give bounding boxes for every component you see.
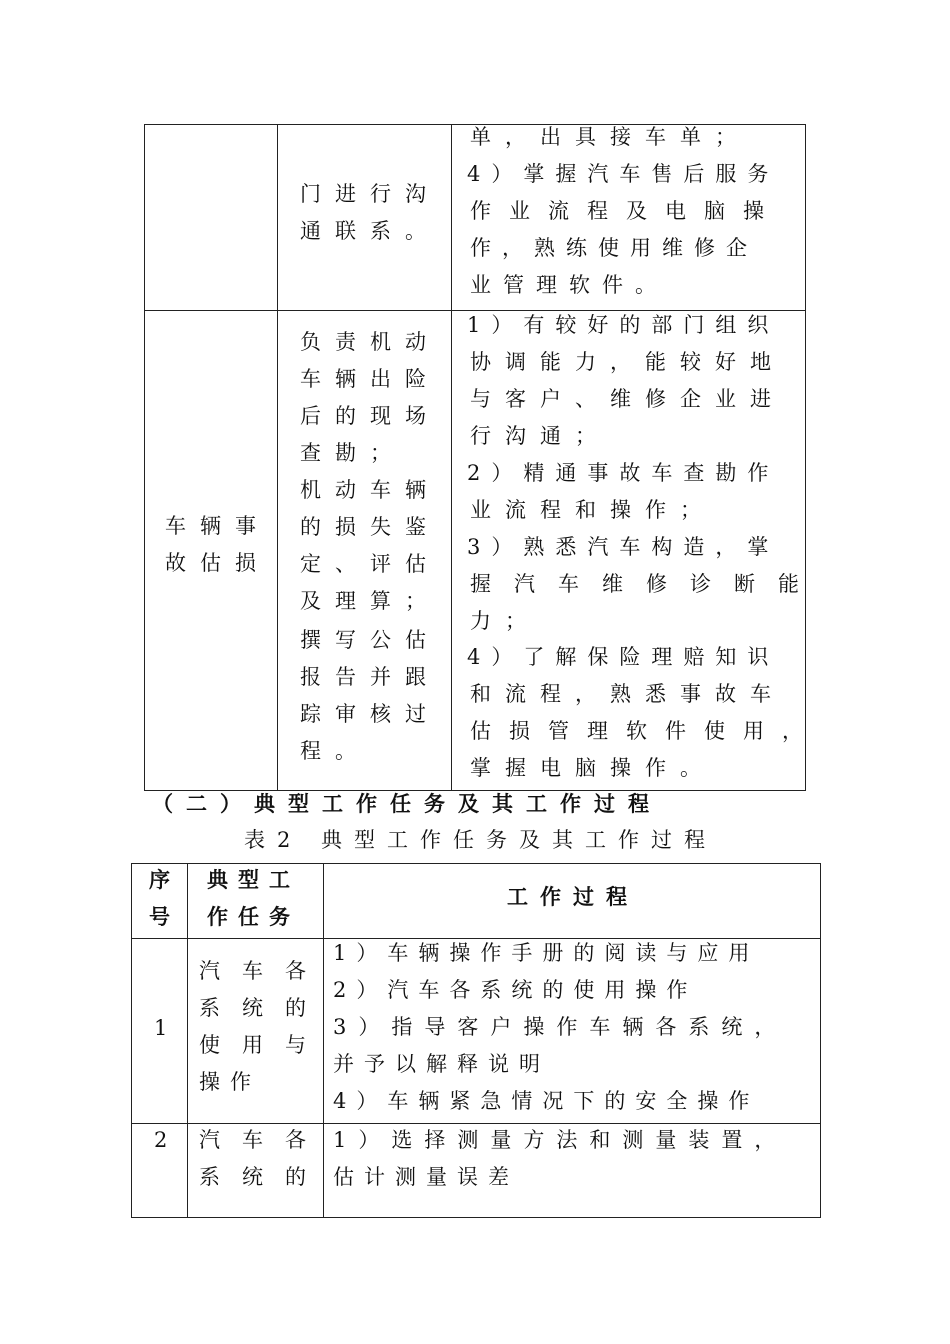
table1-row2-col2-line: 后的现场 (300, 404, 440, 428)
table2-right-border (820, 863, 821, 1218)
table1-row2-col1-line: 车辆事 (165, 514, 270, 538)
table2-row1-process-line: 2）汽车各系统的使用操作 (333, 978, 698, 1002)
table2-row1-process-line: 1）车辆操作手册的阅读与应用 (333, 941, 760, 965)
table2-row1-task-line: 系统的 (199, 996, 328, 1020)
table1-row1-col3-line: 4）掌握汽车售后服务 (467, 162, 780, 186)
table1-row2-col2-line: 车辆出险 (300, 367, 440, 391)
table1-row2-col2-line: 报告并跟 (300, 665, 440, 689)
table2-header-seq: 序 (149, 867, 180, 892)
table1-row-divider (144, 310, 806, 311)
table1-row2-col3-line: 力； (470, 609, 540, 633)
table2-row1-task-line: 操作 (199, 1070, 261, 1094)
table2-row-divider (131, 1123, 821, 1124)
table1-row2-col3-line: 协调能力，能较好地 (470, 350, 785, 374)
table1-row2-col2-line: 程。 (300, 739, 370, 763)
section-heading: （二）典型工作任务及其工作过程 (152, 791, 662, 816)
table1-row2-col1-line: 故估损 (165, 551, 270, 575)
table1-row2-col3-line: 掌握电脑操作。 (470, 756, 715, 780)
table2-row1-task-line: 使用与 (199, 1033, 328, 1057)
table1-row2-col3-line: 3）熟悉汽车构造，掌 (467, 535, 780, 559)
table2-row2-seq: 2 (154, 1128, 178, 1152)
table1-row2-col3-line: 行沟通； (470, 424, 610, 448)
table1-row2-col3-line: 与客户、维修企业进 (470, 387, 785, 411)
table1-row1-col2-line: 门进行沟 (300, 182, 440, 206)
table1-row2-col2-line: 的损失鉴 (300, 515, 440, 539)
table2-row1-task-line: 汽车各 (199, 959, 328, 983)
table1-col-divider-1 (277, 124, 278, 791)
table2-row2-process-line: 估计测量误差 (333, 1165, 519, 1189)
table1-row2-col3-line: 估损管理软件使用， (470, 719, 821, 743)
table1-row2-col2-line: 定、评估 (300, 552, 440, 576)
table1-row2-col3-line: 2）精通事故车查勘作 (467, 461, 780, 485)
table2-top-border (131, 863, 821, 864)
table1-row2-col2-line: 负责机动 (300, 330, 440, 354)
table1-right-border (805, 124, 806, 791)
table1-row1-col3-line: 业管理软件。 (470, 273, 668, 297)
table1-row2-col3-line: 4）了解保险理赔知识 (467, 645, 780, 669)
table1-row2-col2-line: 撰写公估 (300, 628, 440, 652)
table1-row2-col3-line: 握汽车维修诊断能 (470, 572, 822, 596)
table1-row2-col2-line: 查勘； (300, 441, 405, 465)
table1-row2-col3-line: 业流程和操作； (470, 498, 715, 522)
table2-bottom-border (131, 1217, 821, 1218)
table2-row2-process-line: 1）选择测量方法和测量装置， (333, 1128, 788, 1152)
table1-row2-col2-line: 机动车辆 (300, 478, 440, 502)
table2-row1-process-line: 并予以解释说明 (333, 1052, 550, 1076)
table2-left-border (131, 863, 132, 1218)
table1-row2-col3-line: 和流程，熟悉事故车 (470, 682, 785, 706)
table2-header-task: 典型工 (207, 867, 300, 892)
table2-row1-process-line: 3）指导客户操作车辆各系统， (333, 1015, 788, 1039)
table1-row1-col3-line: 作，熟练使用维修企 (470, 236, 758, 260)
table2-col-divider-1 (187, 863, 188, 1218)
table1-row1-col3-line: 作业流程及电脑操 (470, 199, 782, 223)
table2-header-process: 工作过程 (507, 884, 639, 909)
table1-row2-col2-line: 踪审核过 (300, 702, 440, 726)
table2-row1-seq: 1 (154, 1016, 178, 1040)
table2-row2-task-line: 系统的 (199, 1165, 328, 1189)
table1-left-border (144, 124, 145, 791)
table1-col-divider-2 (451, 124, 452, 791)
table1-row2-col2-line: 及理算； (300, 589, 440, 613)
table1-row1-col3-line: 单，出具接车单； (470, 125, 750, 149)
table2-header-divider (131, 938, 821, 939)
table2-header-seq: 号 (149, 904, 180, 929)
table2-row1-process-line: 4）车辆紧急情况下的安全操作 (333, 1089, 760, 1113)
table2-header-task: 作任务 (207, 904, 300, 929)
table1-row2-col3-line: 1）有较好的部门组织 (467, 313, 780, 337)
table2-row2-task-line: 汽车各 (199, 1128, 328, 1152)
table1-row1-col2-line: 通联系。 (300, 219, 440, 243)
table2-caption: 表2 典型工作任务及其工作过程 (244, 828, 718, 852)
